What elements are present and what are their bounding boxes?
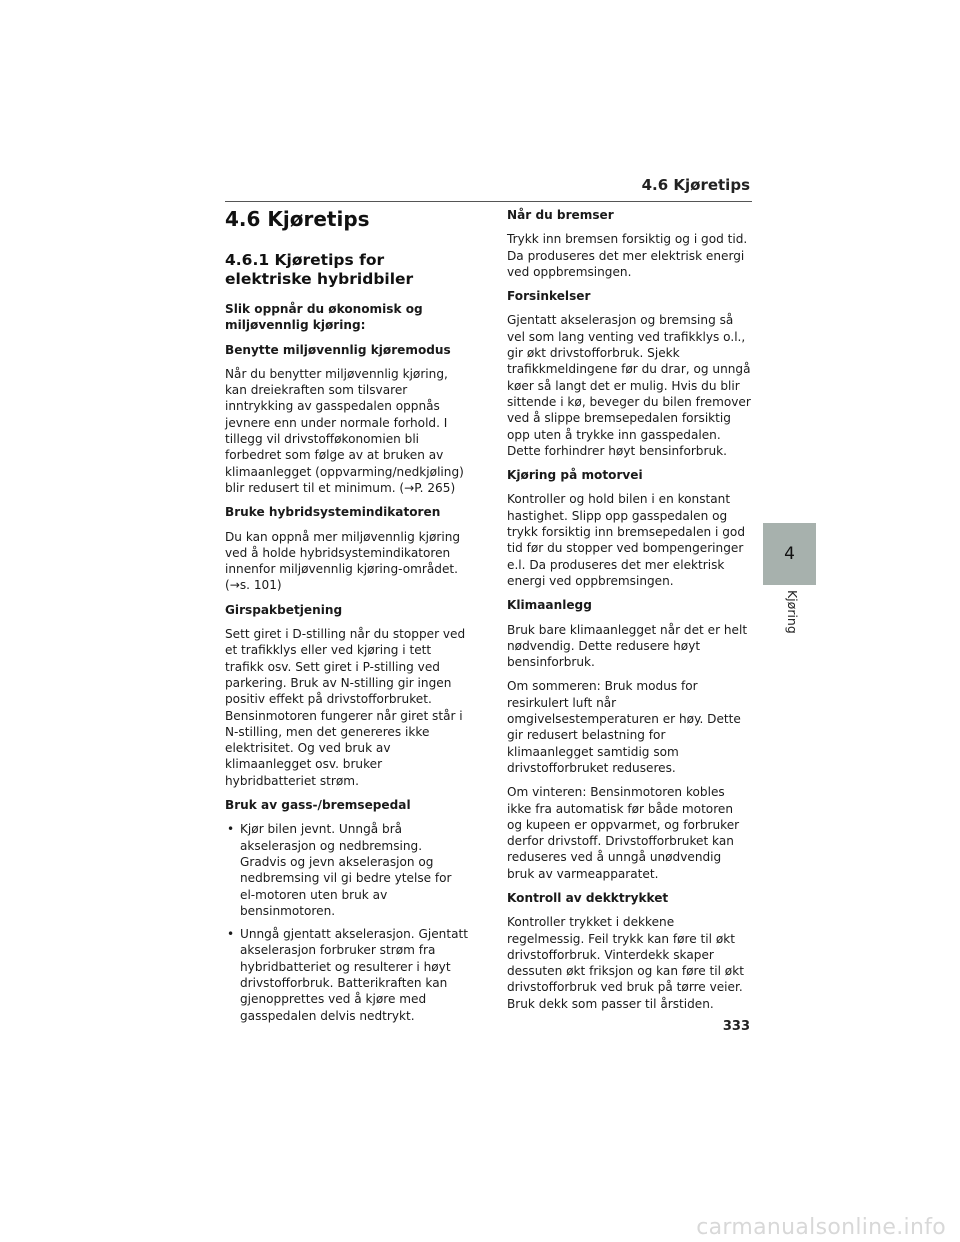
eco-mode-heading: Benytte miljøvennlig kjøremodus bbox=[225, 342, 451, 357]
list-item bbox=[225, 926, 469, 1024]
bullet-icon: • bbox=[227, 927, 235, 942]
braking-heading: Når du bremser bbox=[507, 208, 614, 222]
intro-heading: Slik oppnår du økonomisk og miljøvennlig kjøring: bbox=[225, 302, 423, 333]
climate-heading: Klimaanlegg bbox=[507, 598, 592, 613]
left-column bbox=[225, 207, 469, 1031]
chapter-number: 4 bbox=[784, 544, 795, 564]
header-divider bbox=[225, 201, 752, 202]
delays-text: Gjentatt akselerasjon og bremsing så vel som lang venting ved trafikklys o.l., gir økt drivstofforbruk. Sjekk trafikkmeldingene før du drar, og unngå køer så langt det er mulig. Hvis du blir sittende i kø, beveger du bilen fremover ved å slippe bremsepedalen forsiktig opp uten å trykke inn gasspedalen. Dette forhindrer høyt bensinforbruk. bbox=[507, 313, 751, 458]
section-title: 4.6 Kjøretips bbox=[225, 207, 370, 231]
bullet-icon: • bbox=[227, 822, 235, 837]
list-item bbox=[225, 821, 469, 919]
climate-text: Bruk bare klimaanlegget når det er helt nødvendig. Dette redusere høyt bensinforbruk. bbox=[507, 622, 748, 670]
braking-text: Trykk inn bremsen forsiktig og i god tid. Da produseres det mer elektrisk energi ved oppbremsingen. bbox=[507, 232, 748, 279]
hybrid-indicator-text: Du kan oppnå mer miljøvennlig kjøring ved å holde hybridsystemindikatoren innenfor miljøvennlig kjøring-området. (→s. 101) bbox=[225, 529, 461, 593]
chapter-tab[interactable] bbox=[763, 523, 816, 585]
tyre-pressure-text: Kontroller trykket i dekkene regelmessig. Feil trykk kan føre til økt drivstofforbruk. Vinterdekk skaper dessuten økt friksjon og kan føre til økt drivstofforbruk ved bruk på tørre veier. Bruk dekk som passer til årstiden. bbox=[507, 915, 744, 1011]
gear-lever-heading: Girspakbetjening bbox=[225, 602, 343, 617]
chapter-label: Kjøring bbox=[785, 590, 800, 634]
motorway-heading: Kjøring på motorvei bbox=[507, 468, 643, 483]
climate-winter-text: Om vinteren: Bensinmotoren kobles ikke fra automatisk før både motoren og kupeen er oppvarmet, og forbruker derfor drivstoff. Drivstofforbruket kan reduseres ved å unngå unødvendig bruk av varmeapparatet. bbox=[507, 785, 740, 881]
right-column bbox=[507, 207, 751, 1020]
bullet-text: Kjør bilen jevnt. Unngå brå akselerasjon og nedbremsing. Gradvis og jevn akselerasjon og nedbremsing vil gi bedre ytelse for el-motoren uten bruk av bensinmotoren. bbox=[240, 822, 452, 918]
bullet-text: Unngå gjentatt akselerasjon. Gjentatt akselerasjon forbruker strøm fra hybridbatteriet og resulterer i høyt drivstofforbruk. Batterikraften kan gjenopprettes ved å kjøre med gasspedalen delvis nedtrykt. bbox=[240, 927, 468, 1023]
pedal-bullet-list bbox=[225, 821, 469, 1024]
pedal-heading: Bruk av gass-/bremsepedal bbox=[225, 798, 411, 813]
motorway-text: Kontroller og hold bilen i en konstant hastighet. Slipp opp gasspedalen og trykk forsiktig inn bremsepedalen i god tid før du stopper ved bompengeringer e.l. Da produseres det mer elektrisk energi ved oppbremsingen. bbox=[507, 492, 745, 588]
climate-summer-text: Om sommeren: Bruk modus for resirkulert luft når omgivelsestemperaturen er høy. Dette gir redusert belastning for klimaanlegget samtidig som drivstofforbruket reduseres. bbox=[507, 679, 741, 775]
eco-mode-text: Når du benytter miljøvennlig kjøring, kan dreiekraften som tilsvarer inntrykking av gasspedalen oppnås jevnere enn under normale forhold. I tillegg vil drivstofføkonomien bli forbedret som følge av at bruken av klimaanlegget (oppvarming/nedkjøling) blir redusert til et minimum. (→P. 265) bbox=[225, 366, 464, 495]
subsection-title: 4.6.1 Kjøretips for elektriske hybridbiler bbox=[225, 251, 414, 288]
page-number: 333 bbox=[722, 1019, 750, 1034]
gear-lever-text: Sett giret i D-stilling når du stopper ved et trafikklys eller ved kjøring i tett trafikk osv. Sett giret i P-stilling ved parkering. Bruk av N-stilling gir ingen positiv effekt på drivstofforbruket. Bensinmotoren fungerer når giret står i N-stilling, men det genereres ikke elektrisitet. Og ved bruk av klimaanlegget osv. bruker hybridbatteriet strøm. bbox=[225, 627, 466, 788]
running-header: 4.6 Kjøretips bbox=[641, 176, 750, 194]
watermark: carmanualsonline.info bbox=[696, 1215, 946, 1240]
tyre-pressure-heading: Kontroll av dekktrykket bbox=[507, 890, 669, 905]
hybrid-indicator-heading: Bruke hybridsystemindikatoren bbox=[225, 505, 441, 520]
delays-heading: Forsinkelser bbox=[507, 289, 591, 304]
